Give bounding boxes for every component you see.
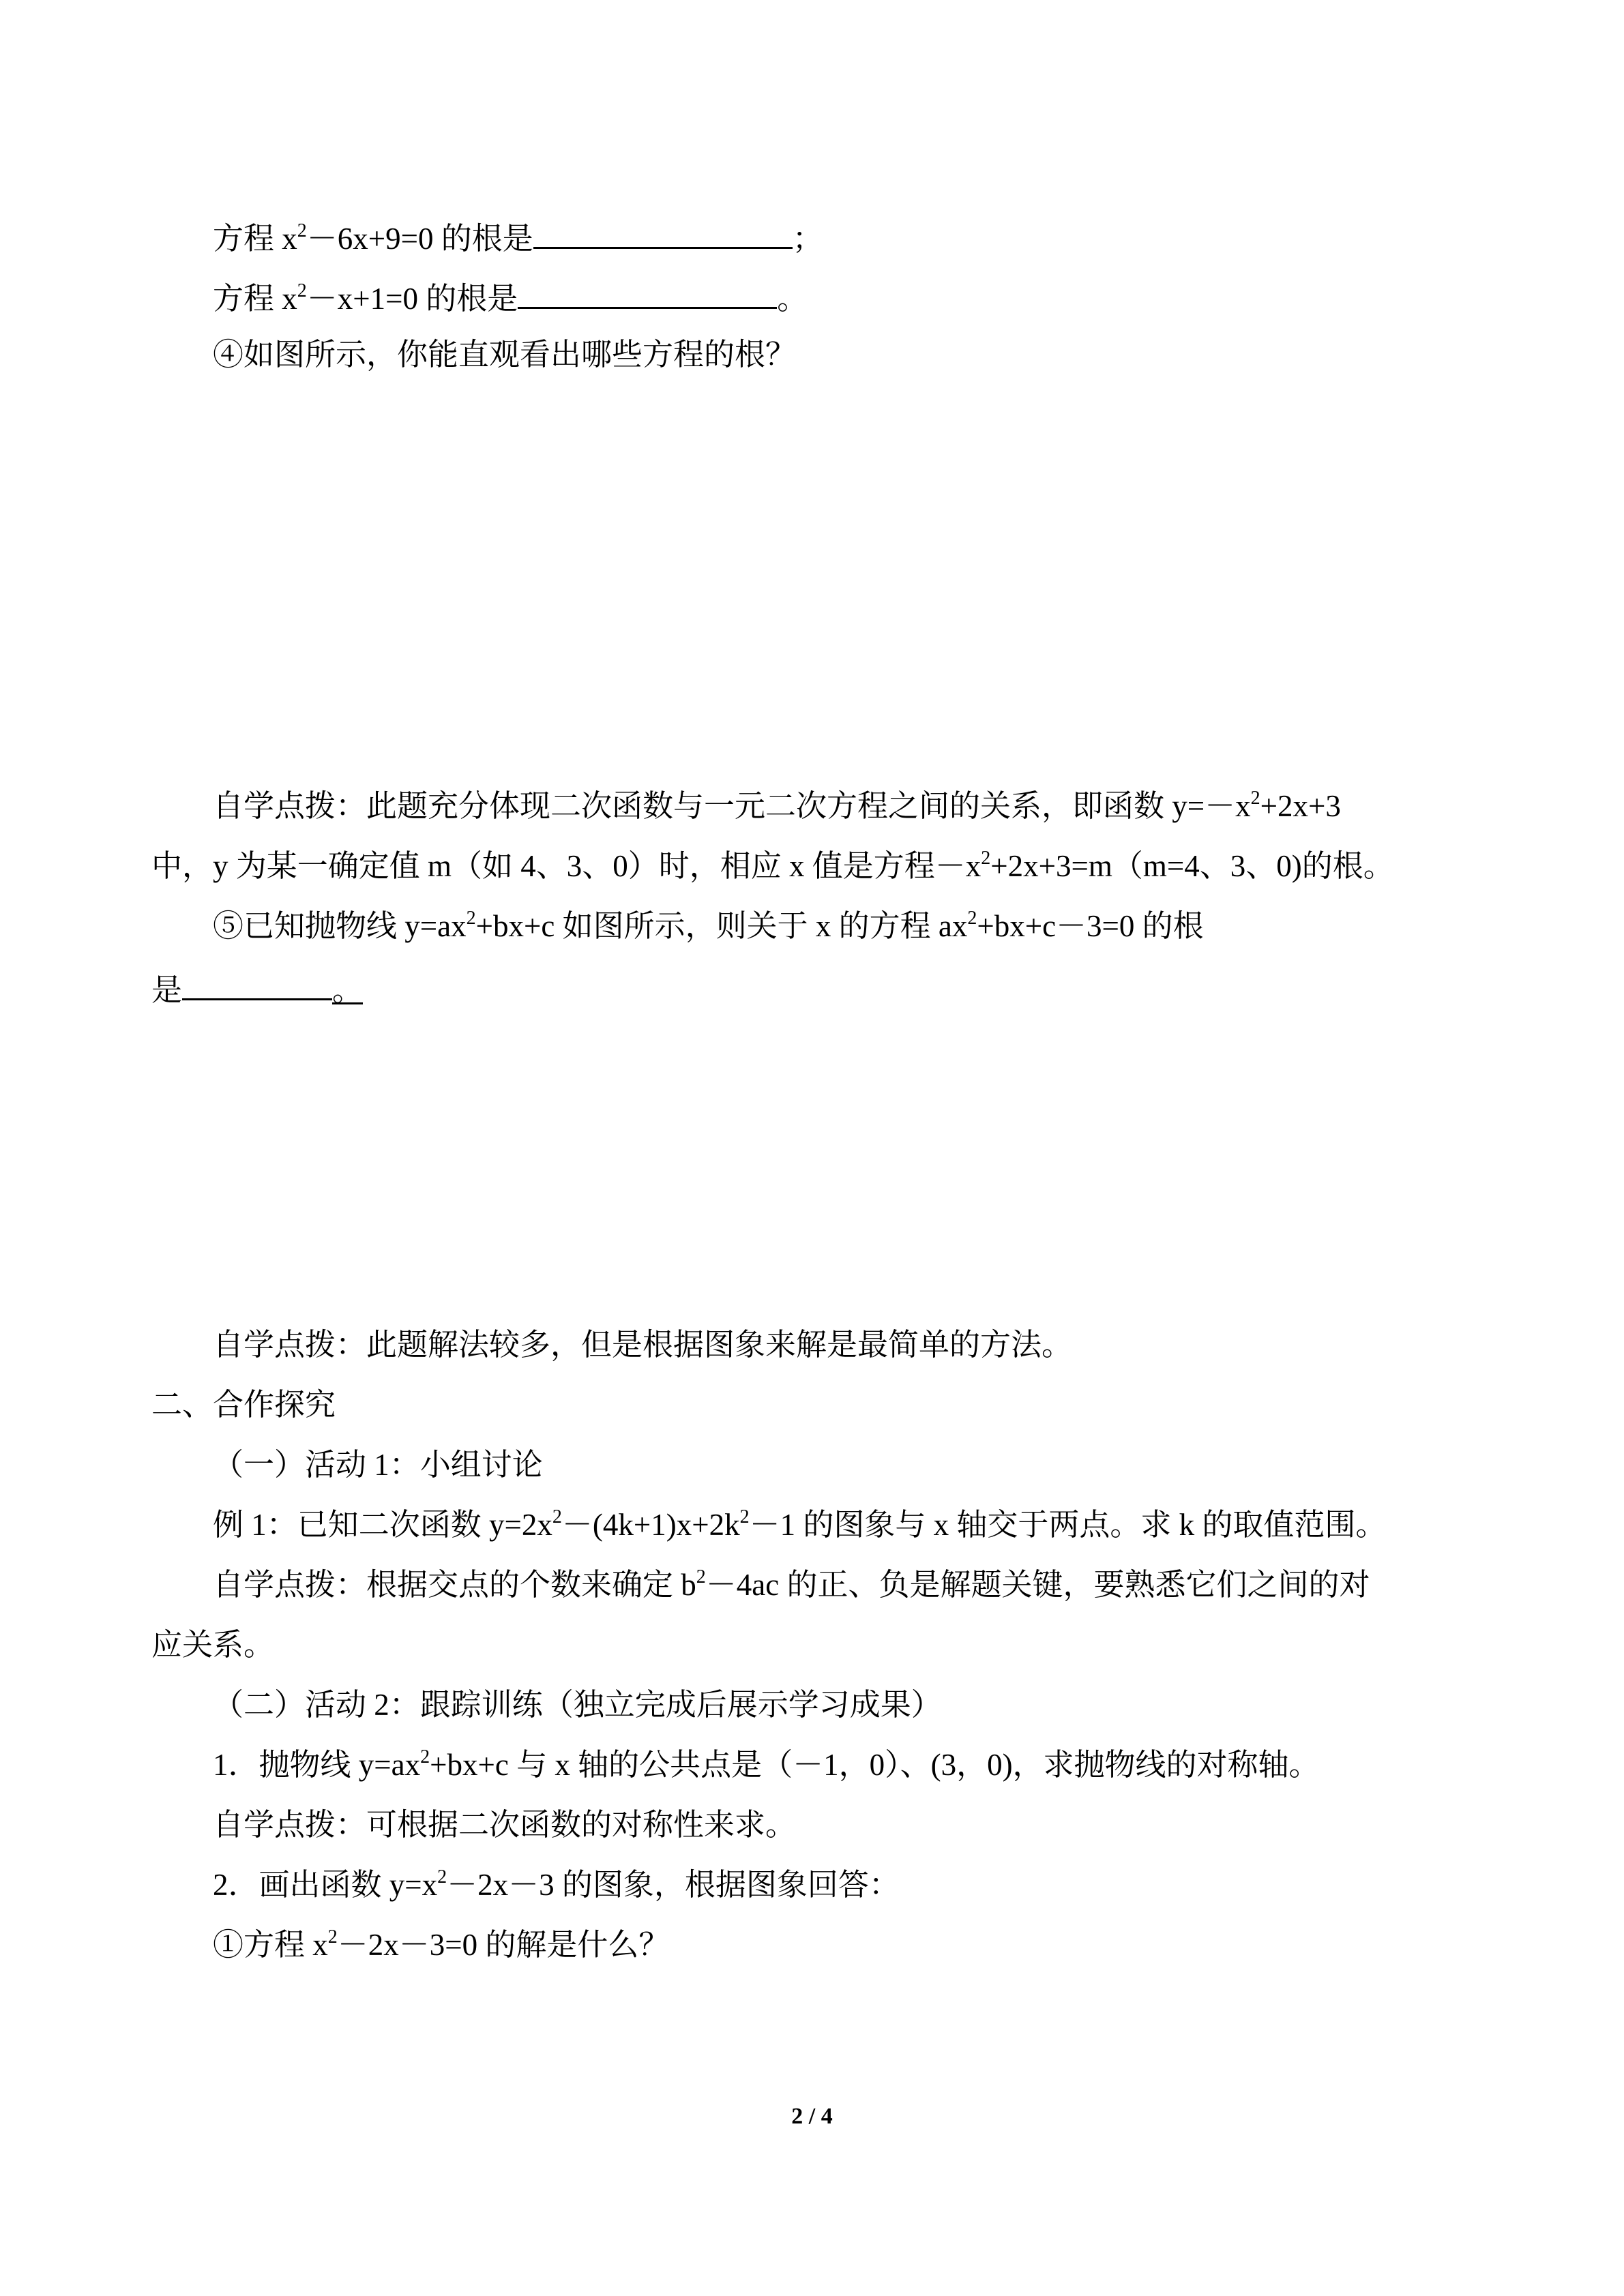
question-text: +bx+c－3=0 的根 bbox=[977, 909, 1204, 943]
hint-4: 自学点拨：可根据二次函数的对称性来求。 bbox=[213, 1808, 797, 1842]
item-text: ①方程 x bbox=[213, 1928, 328, 1962]
punctuation: 。 bbox=[332, 973, 364, 1007]
superscript: 2 bbox=[981, 848, 991, 869]
question-text: +bx+c 如图所示，则关于 x 的方程 ax bbox=[475, 909, 968, 943]
hint-text: 自学点拨：根据交点的个数来确定 b bbox=[213, 1568, 696, 1602]
superscript: 2 bbox=[420, 1746, 430, 1768]
hint-text: +2x+3 bbox=[1260, 789, 1341, 823]
hint-1-line-2 bbox=[151, 848, 1394, 883]
hint-text: －4ac 的正、负是解题关键，要熟悉它们之间的对 bbox=[705, 1568, 1370, 1602]
superscript: 2 bbox=[1250, 788, 1260, 809]
example-text: －(4k+1)x+2k bbox=[561, 1508, 740, 1542]
question-5-line-1 bbox=[213, 908, 1204, 943]
superscript: 2 bbox=[437, 1866, 447, 1888]
equation-line-1 bbox=[213, 220, 823, 254]
question-text: ⑤已知抛物线 y=ax bbox=[213, 909, 467, 943]
superscript: 2 bbox=[297, 220, 307, 241]
section-heading: 二、合作探究 bbox=[151, 1388, 336, 1422]
hint-2: 自学点拨：此题解法较多，但是根据图象来解是最简单的方法。 bbox=[213, 1328, 1073, 1362]
equation-text: －x+1=0 的根是 bbox=[306, 282, 518, 316]
hint-3-line-1 bbox=[213, 1566, 1370, 1602]
hint-text: +2x+3=m（m=4、3、0)的根。 bbox=[990, 849, 1394, 883]
answer-blank[interactable] bbox=[182, 971, 332, 1000]
activity-2-heading: （二）活动 2：跟踪训练（独立完成后展示学习成果） bbox=[213, 1688, 942, 1722]
example-text: 例 1：已知二次函数 y=2x bbox=[213, 1508, 552, 1542]
hint-text: 中，y 为某一确定值 m（如 4、3、0）时，相应 x 值是方程－x bbox=[151, 849, 981, 883]
item-2-question-1 bbox=[213, 1926, 670, 1962]
item-2 bbox=[213, 1866, 900, 1902]
answer-blank[interactable] bbox=[533, 220, 793, 249]
superscript: 2 bbox=[466, 908, 476, 929]
item-text: 1．抛物线 y=ax bbox=[213, 1748, 421, 1782]
superscript: 2 bbox=[327, 1926, 338, 1948]
equation-text: －6x+9=0 的根是 bbox=[306, 222, 533, 256]
punctuation: 。 bbox=[777, 282, 808, 316]
superscript: 2 bbox=[739, 1506, 750, 1527]
item-text: －2x－3=0 的解是什么？ bbox=[337, 1928, 670, 1962]
example-1 bbox=[213, 1506, 1387, 1542]
equation-text: 方程 x bbox=[213, 222, 297, 256]
item-text: 2．画出函数 y=x bbox=[213, 1868, 438, 1902]
superscript: 2 bbox=[297, 280, 307, 301]
superscript: 2 bbox=[696, 1566, 706, 1587]
equation-line-2 bbox=[213, 280, 808, 314]
item-text: －2x－3 的图象，根据图象回答： bbox=[447, 1868, 900, 1902]
question-text: 是 bbox=[151, 973, 183, 1007]
hint-3-line-2: 应关系。 bbox=[151, 1628, 275, 1662]
item-text: +bx+c 与 x 轴的公共点是（－1，0）、(3，0)，求抛物线的对称轴。 bbox=[430, 1748, 1320, 1782]
punctuation: ； bbox=[792, 222, 823, 256]
page-number: 2 / 4 bbox=[791, 2104, 833, 2129]
question-5-line-2 bbox=[151, 971, 363, 1006]
hint-text: 自学点拨：此题充分体现二次函数与一元二次方程之间的关系，即函数 y=－x bbox=[213, 789, 1251, 823]
superscript: 2 bbox=[552, 1506, 562, 1527]
example-text: －1 的图象与 x 轴交于两点。求 k 的取值范围。 bbox=[749, 1508, 1387, 1542]
equation-text: 方程 x bbox=[213, 282, 297, 316]
superscript: 2 bbox=[967, 908, 977, 929]
item-1 bbox=[213, 1746, 1320, 1782]
activity-1-heading: （一）活动 1：小组讨论 bbox=[213, 1448, 543, 1482]
hint-1-line-1 bbox=[213, 788, 1341, 823]
question-4: ④如图所示，你能直观看出哪些方程的根？ bbox=[213, 338, 797, 372]
answer-blank[interactable] bbox=[518, 280, 777, 309]
